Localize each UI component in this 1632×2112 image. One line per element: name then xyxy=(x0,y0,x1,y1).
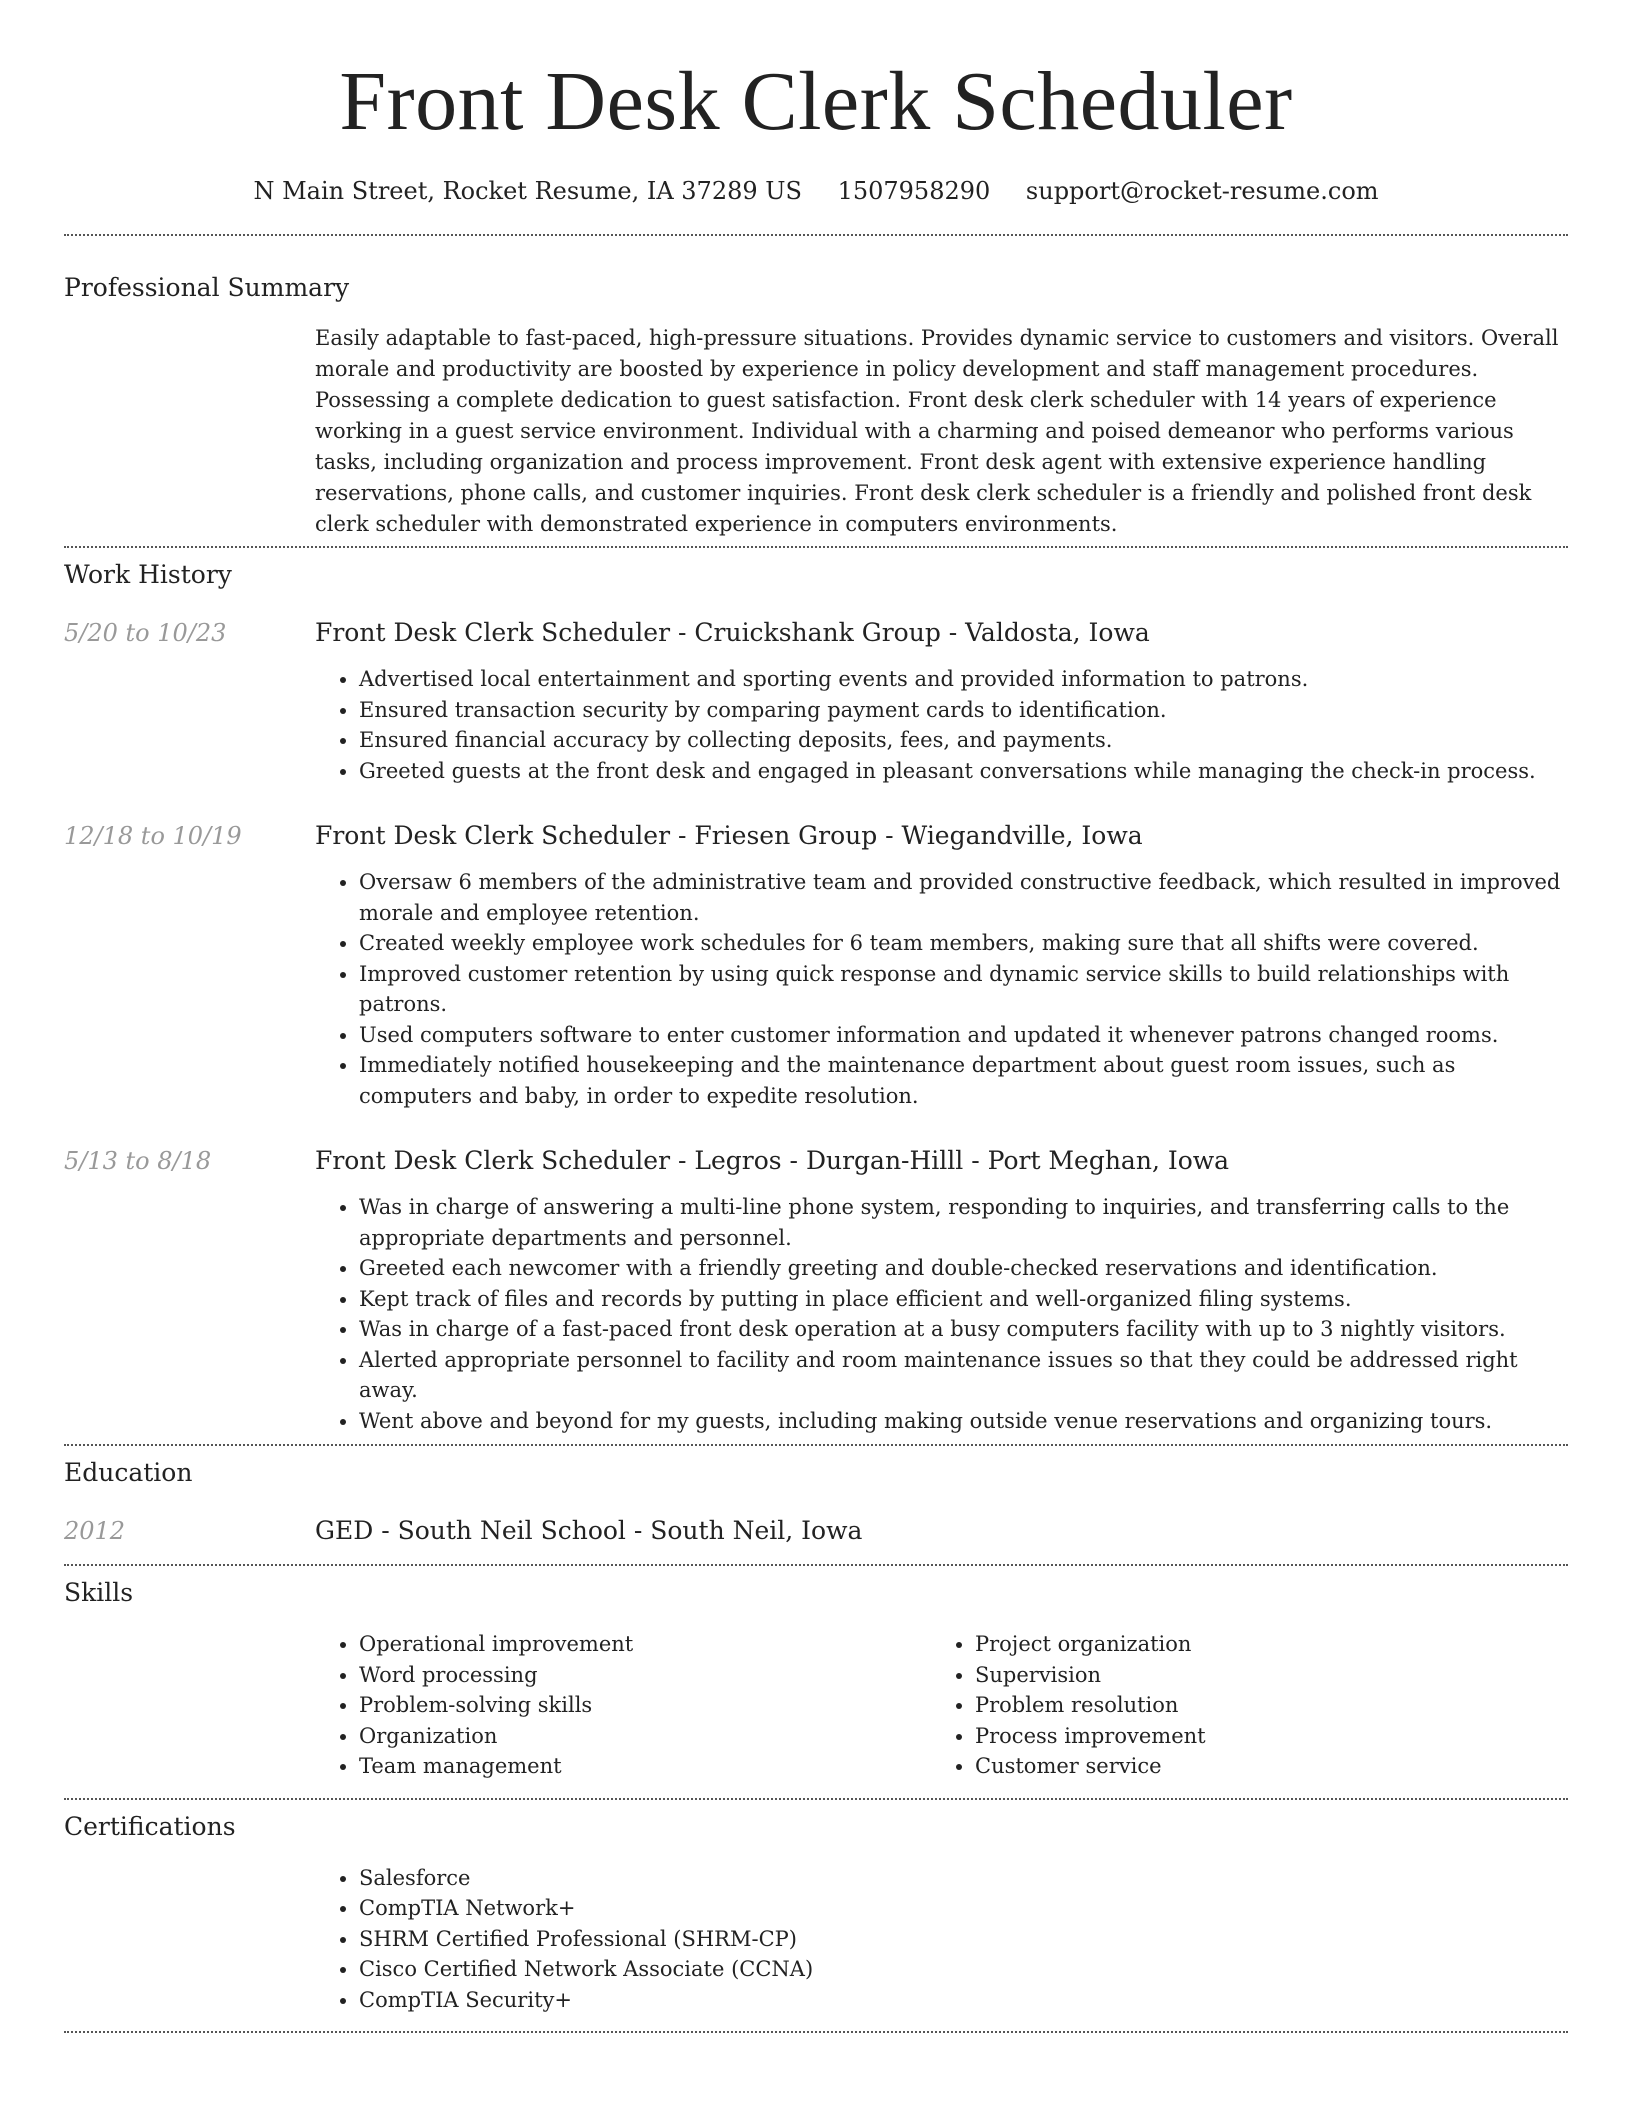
list-item: • Advertised local entertainment and sporting events and provided information to patrons. xyxy=(359,664,1568,695)
list-item: • Went above and beyond for my guests, including making outside venue reservations and organizing tours. xyxy=(359,1406,1568,1437)
skills-list-right xyxy=(931,1629,1547,1782)
education-heading: Education xyxy=(64,1458,193,1487)
list-item: • Greeted each newcomer with a friendly greeting and double-checked reservations and identification. xyxy=(359,1253,1568,1284)
summary-section xyxy=(64,236,1568,540)
list-item: • CompTIA Network+ xyxy=(359,1893,1568,1924)
list-item: • Oversaw 6 members of the administrative team and provided constructive feedback, which resulted in improved morale and employee retention. xyxy=(359,867,1568,928)
contact-address: N Main Street, Rocket Resume, IA 37289 US xyxy=(253,177,802,205)
job-date: 12/18 to 10/19 xyxy=(64,822,242,850)
skills-section xyxy=(64,1566,1568,1782)
list-item: • Problem-solving skills xyxy=(359,1690,931,1721)
work-history-section xyxy=(64,548,1568,1436)
job-entry xyxy=(64,819,1568,1111)
list-item: • Created weekly employee work schedules for 6 team members, making sure that all shifts were covered. xyxy=(359,928,1568,959)
list-item: • CompTIA Security+ xyxy=(359,1985,1568,2016)
list-item: • Operational improvement xyxy=(359,1629,931,1660)
list-item: • Word processing xyxy=(359,1660,931,1691)
list-item: • Ensured transaction security by comparing payment cards to identification. xyxy=(359,695,1568,726)
list-item: • Was in charge of a fast-paced front desk operation at a busy computers facility with up to 3 nightly visitors. xyxy=(359,1314,1568,1345)
list-item: • Greeted guests at the front desk and engaged in pleasant conversations while managing the check-in process. xyxy=(359,756,1568,787)
summary-heading: Professional Summary xyxy=(64,273,350,302)
contact-line xyxy=(64,174,1568,208)
education-entry xyxy=(64,1514,1568,1548)
list-item: • Project organization xyxy=(975,1629,1547,1660)
list-item: • Cisco Certified Network Associate (CCNA) xyxy=(359,1954,1568,1985)
skills-heading: Skills xyxy=(64,1578,134,1607)
job-title: Front Desk Clerk Scheduler - Friesen Group - Wiegandville, Iowa xyxy=(315,821,1143,850)
certifications-list xyxy=(315,1863,1568,2016)
job-title: Front Desk Clerk Scheduler - Cruickshank Group - Valdosta, Iowa xyxy=(315,618,1150,647)
list-item: • Problem resolution xyxy=(975,1690,1547,1721)
job-date: 5/13 to 8/18 xyxy=(64,1147,212,1175)
certifications-section xyxy=(64,1800,1568,2016)
list-item: • Ensured financial accuracy by collecting deposits, fees, and payments. xyxy=(359,725,1568,756)
education-title: GED - South Neil School - South Neil, Iowa xyxy=(315,1516,863,1545)
job-bullets xyxy=(315,664,1568,786)
candidate-name: Front Desk Clerk Scheduler xyxy=(339,55,1293,148)
resume-page xyxy=(64,0,1568,2033)
education-section xyxy=(64,1446,1568,1548)
list-item: • Alerted appropriate personnel to facility and room maintenance issues so that they could be addressed right away. xyxy=(359,1345,1568,1406)
certifications-heading: Certifications xyxy=(64,1811,236,1841)
contact-email: support@rocket-resume.com xyxy=(1025,177,1379,205)
job-title: Front Desk Clerk Scheduler - Legros - Durgan-Hilll - Port Meghan, Iowa xyxy=(315,1146,1230,1175)
job-bullets xyxy=(315,867,1568,1111)
list-item: • Supervision xyxy=(975,1660,1547,1691)
list-item: • Team management xyxy=(359,1751,931,1782)
list-item: • Was in charge of answering a multi-line phone system, responding to inquiries, and transferring calls to the appropriate departments and personnel. xyxy=(359,1192,1568,1253)
job-entry xyxy=(64,616,1568,786)
job-date: 5/20 to 10/23 xyxy=(64,619,227,647)
list-item: • Customer service xyxy=(975,1751,1547,1782)
education-date: 2012 xyxy=(64,1517,126,1545)
contact-phone: 1507958290 xyxy=(837,177,991,205)
section-divider xyxy=(64,2031,1568,2033)
list-item: • Salesforce xyxy=(359,1863,1568,1894)
list-item: • Organization xyxy=(359,1721,931,1752)
list-item: • Improved customer retention by using quick response and dynamic service skills to build relationships with patrons. xyxy=(359,959,1568,1020)
list-item: • Process improvement xyxy=(975,1721,1547,1752)
list-item: • Immediately notified housekeeping and the maintenance department about guest room issues, such as computers and baby, in order to expedite resolution. xyxy=(359,1050,1568,1111)
summary-text: Easily adaptable to fast-paced, high-pressure situations. Provides dynamic service to customers and visitors. Overall morale and productivity are boosted by experience in policy development and staff management procedures. Possessing a complete dedication to guest satisfaction. Front desk clerk scheduler with 14 years of experience working in a guest service environment. Individual with a charming and poised demeanor who performs various tasks, including organization and process improvement. Front desk agent with extensive experience handling reservations, phone calls, and customer inquiries. Front desk clerk scheduler is a friendly and polished front desk clerk scheduler with demonstrated experience in computers environments. xyxy=(315,326,1559,536)
job-entry xyxy=(64,1144,1568,1436)
list-item: • SHRM Certified Professional (SHRM-CP) xyxy=(359,1924,1568,1955)
skills-columns xyxy=(315,1629,1568,1782)
work-history-heading: Work History xyxy=(64,560,232,589)
list-item: • Kept track of files and records by putting in place efficient and well-organized filing systems. xyxy=(359,1284,1568,1315)
summary-content xyxy=(315,323,1568,540)
list-item: • Used computers software to enter customer information and updated it whenever patrons changed rooms. xyxy=(359,1020,1568,1051)
skills-list-left xyxy=(315,1629,931,1782)
job-bullets xyxy=(315,1192,1568,1436)
